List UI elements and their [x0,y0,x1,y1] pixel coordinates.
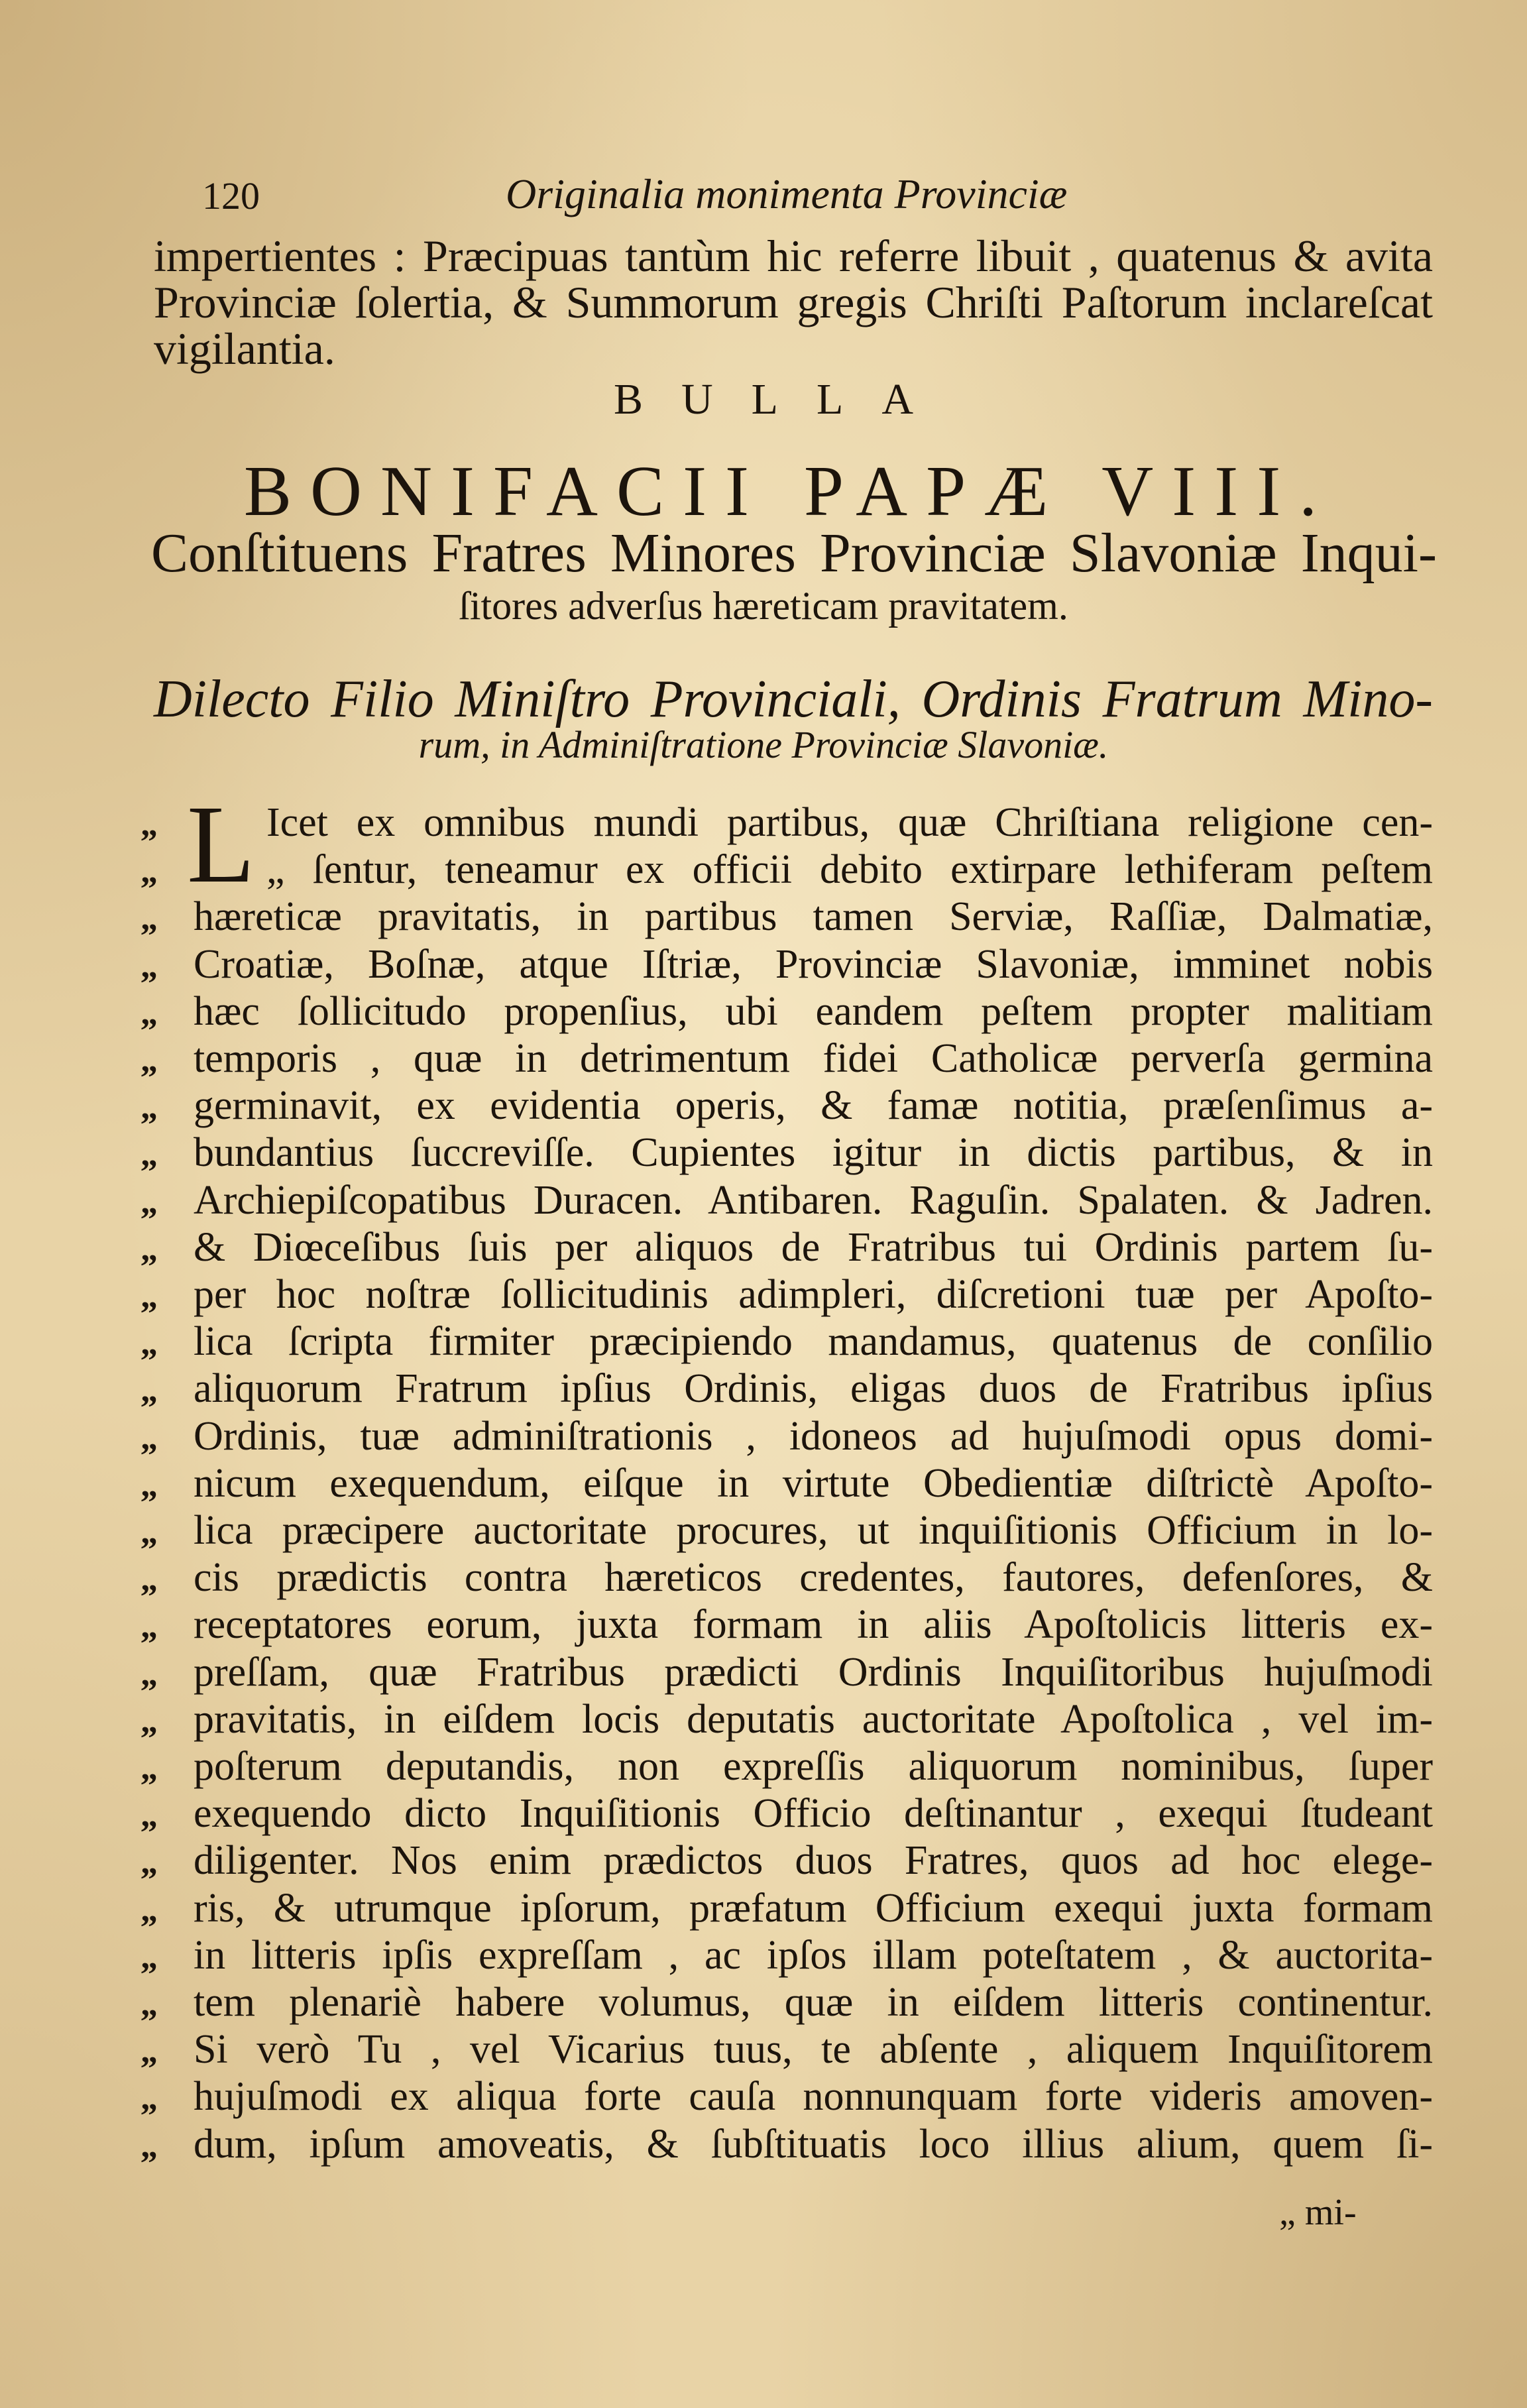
body-line: bundantius ſuccreviſſe. Cupientes igitur in dictis partibus, & in [194,1130,1433,1175]
quote-mark: „ [141,1419,158,1457]
drop-cap: L [187,783,255,906]
quote-mark: „ [141,1371,158,1409]
body-line: dum, ipſum amoveatis, & ſubſtituatis loco illius alium, quem ſi- [194,2122,1433,2167]
bulla-subtitle-line-2: ſitores adverſus hæreticam pravitatem. [459,584,1068,628]
quote-mark: „ [141,2127,158,2165]
body-line: diligenter. Nos enim prædictos duos Fratres, quos ad hoc elege- [194,1838,1433,1883]
quote-mark: „ [141,1560,158,1598]
intro-line-3: vigilantia. [154,323,335,374]
quote-mark: „ [141,852,158,890]
quote-mark: „ [141,1891,158,1929]
quote-mark: „ [141,2032,158,2070]
quote-mark: „ [141,1702,158,1740]
quote-mark: „ [141,1796,158,1834]
body-line: preſſam, quæ Fratribus prædicti Ordinis Inquiſitoribus hujuſmodi [194,1650,1433,1695]
body-line: lica ſcripta firmiter præcipiendo mandamus, quatenus de conſilio [194,1319,1433,1364]
body-line: hæreticæ pravitatis, in partibus tamen Serviæ, Raſſiæ, Dalmatiæ, [194,894,1433,939]
quote-mark: „ [141,1513,158,1551]
body-line: lica præcipere auctoritate procures, ut inquiſitionis Officium in lo- [194,1508,1433,1553]
catchword: „ mi- [1279,2192,1357,2233]
quote-mark: „ [141,1607,158,1645]
quote-mark: „ [141,1088,158,1126]
quote-mark: „ [141,947,158,985]
body-line: cis prædictis contra hæreticos credentes, fautores, defenſores, & [194,1555,1433,1600]
body-line: Icet ex omnibus mundi partibus, quæ Chriſtiana religione cen- [266,800,1433,845]
body-line: germinavit, ex evidentia operis, & famæ notitia, præſenſimus a- [194,1083,1433,1128]
quote-mark: „ [141,1230,158,1268]
running-head: Originalia monimenta Provinciæ [506,170,1068,217]
body-line: per hoc noſtræ ſollicitudinis adimpleri, diſcretioni tuæ per Apoſto- [194,1272,1433,1317]
body-line: Ordinis, tuæ adminiſtrationis , idoneos ad hujuſmodi opus domi- [194,1414,1433,1459]
quote-mark: „ [141,1324,158,1362]
body-line: exequendo dicto Inquiſitionis Officio deſtinantur , exequi ſtudeant [194,1791,1433,1836]
quote-mark: „ [141,1985,158,2023]
quote-mark: „ [141,1749,158,1787]
body-line: tem plenariè habere volumus, quæ in eiſdem litteris continentur. [194,1980,1433,2025]
bulla-subtitle-line-1: Conſtituens Fratres Minores Provinciæ Slavoniæ Inqui- [151,522,1437,584]
quote-mark: „ [141,2079,158,2117]
quote-mark: „ [141,1938,158,1976]
address-line-2: rum, in Adminiſtratione Provinciæ Slavoniæ. [418,723,1109,766]
body-line: Si verò Tu , vel Vicarius tuus, te abſente , aliquem Inquiſitorem [194,2027,1433,2072]
body-line: receptatores eorum, juxta formam in aliis Apoſtolicis litteris ex- [194,1602,1433,1647]
body-line: „ ſentur, teneamur ex officii debito extirpare lethiferam peſtem [266,847,1433,892]
quote-mark: „ [141,1041,158,1079]
body-line: Croatiæ, Boſnæ, atque Iſtriæ, Provinciæ Slavoniæ, imminet nobis [194,942,1433,987]
body-line: hæc ſollicitudo propenſius, ubi eandem peſtem propter malitiam [194,989,1433,1034]
body-line: pravitatis, in eiſdem locis deputatis auctoritate Apoſtolica , vel im- [194,1697,1433,1742]
body-line: aliquorum Fratrum ipſius Ordinis, eligas duos de Fratribus ipſius [194,1366,1433,1411]
body-line: in litteris ipſis expreſſam , ac ipſos illam poteſtatem , & auctorita- [194,1933,1433,1978]
quote-mark: „ [141,1655,158,1693]
intro-line-1: impertientes : Præcipuas tantùm hic referre libuit , quatenus & avita [154,231,1433,281]
body-line: nicum exequendum, eiſque in virtute Obedientiæ diſtrictè Apoſto- [194,1461,1433,1506]
body-line: hujuſmodi ex aliqua forte cauſa nonnunquam forte videris amoven- [194,2074,1433,2119]
bulla-label: BULLA [614,375,952,424]
body-line: temporis , quæ in detrimentum fidei Catholicæ perverſa germina [194,1036,1433,1081]
quote-mark: „ [141,994,158,1032]
body-line: & Diœceſibus ſuis per aliquos de Fratribus tui Ordinis partem ſu- [194,1225,1433,1270]
body-line: ris, & utrumque ipſorum, præfatum Officium exequi juxta formam [194,1886,1433,1931]
body-line: Archiepiſcopatibus Duracen. Antibaren. Raguſin. Spalaten. & Jadren. [194,1178,1433,1223]
bulla-title: BONIFACII PAPÆ VIII. [244,452,1336,531]
body-line: poſterum deputandis, non expreſſis aliquorum nominibus, ſuper [194,1744,1433,1789]
quote-mark: „ [141,1277,158,1315]
quote-mark: „ [141,899,158,937]
quote-mark: „ [141,1466,158,1504]
address-line-1: Dilecto Filio Miniſtro Provinciali, Ordinis Fratrum Mino- [154,670,1433,728]
quote-mark: „ [141,1183,158,1221]
page-number: 120 [202,174,260,217]
quote-mark: „ [141,805,158,843]
quote-mark: „ [141,1135,158,1173]
intro-line-2: Provinciæ ſolertia, & Summorum gregis Chriſti Paſtorum inclareſcat [154,277,1433,327]
quote-mark: „ [141,1843,158,1881]
